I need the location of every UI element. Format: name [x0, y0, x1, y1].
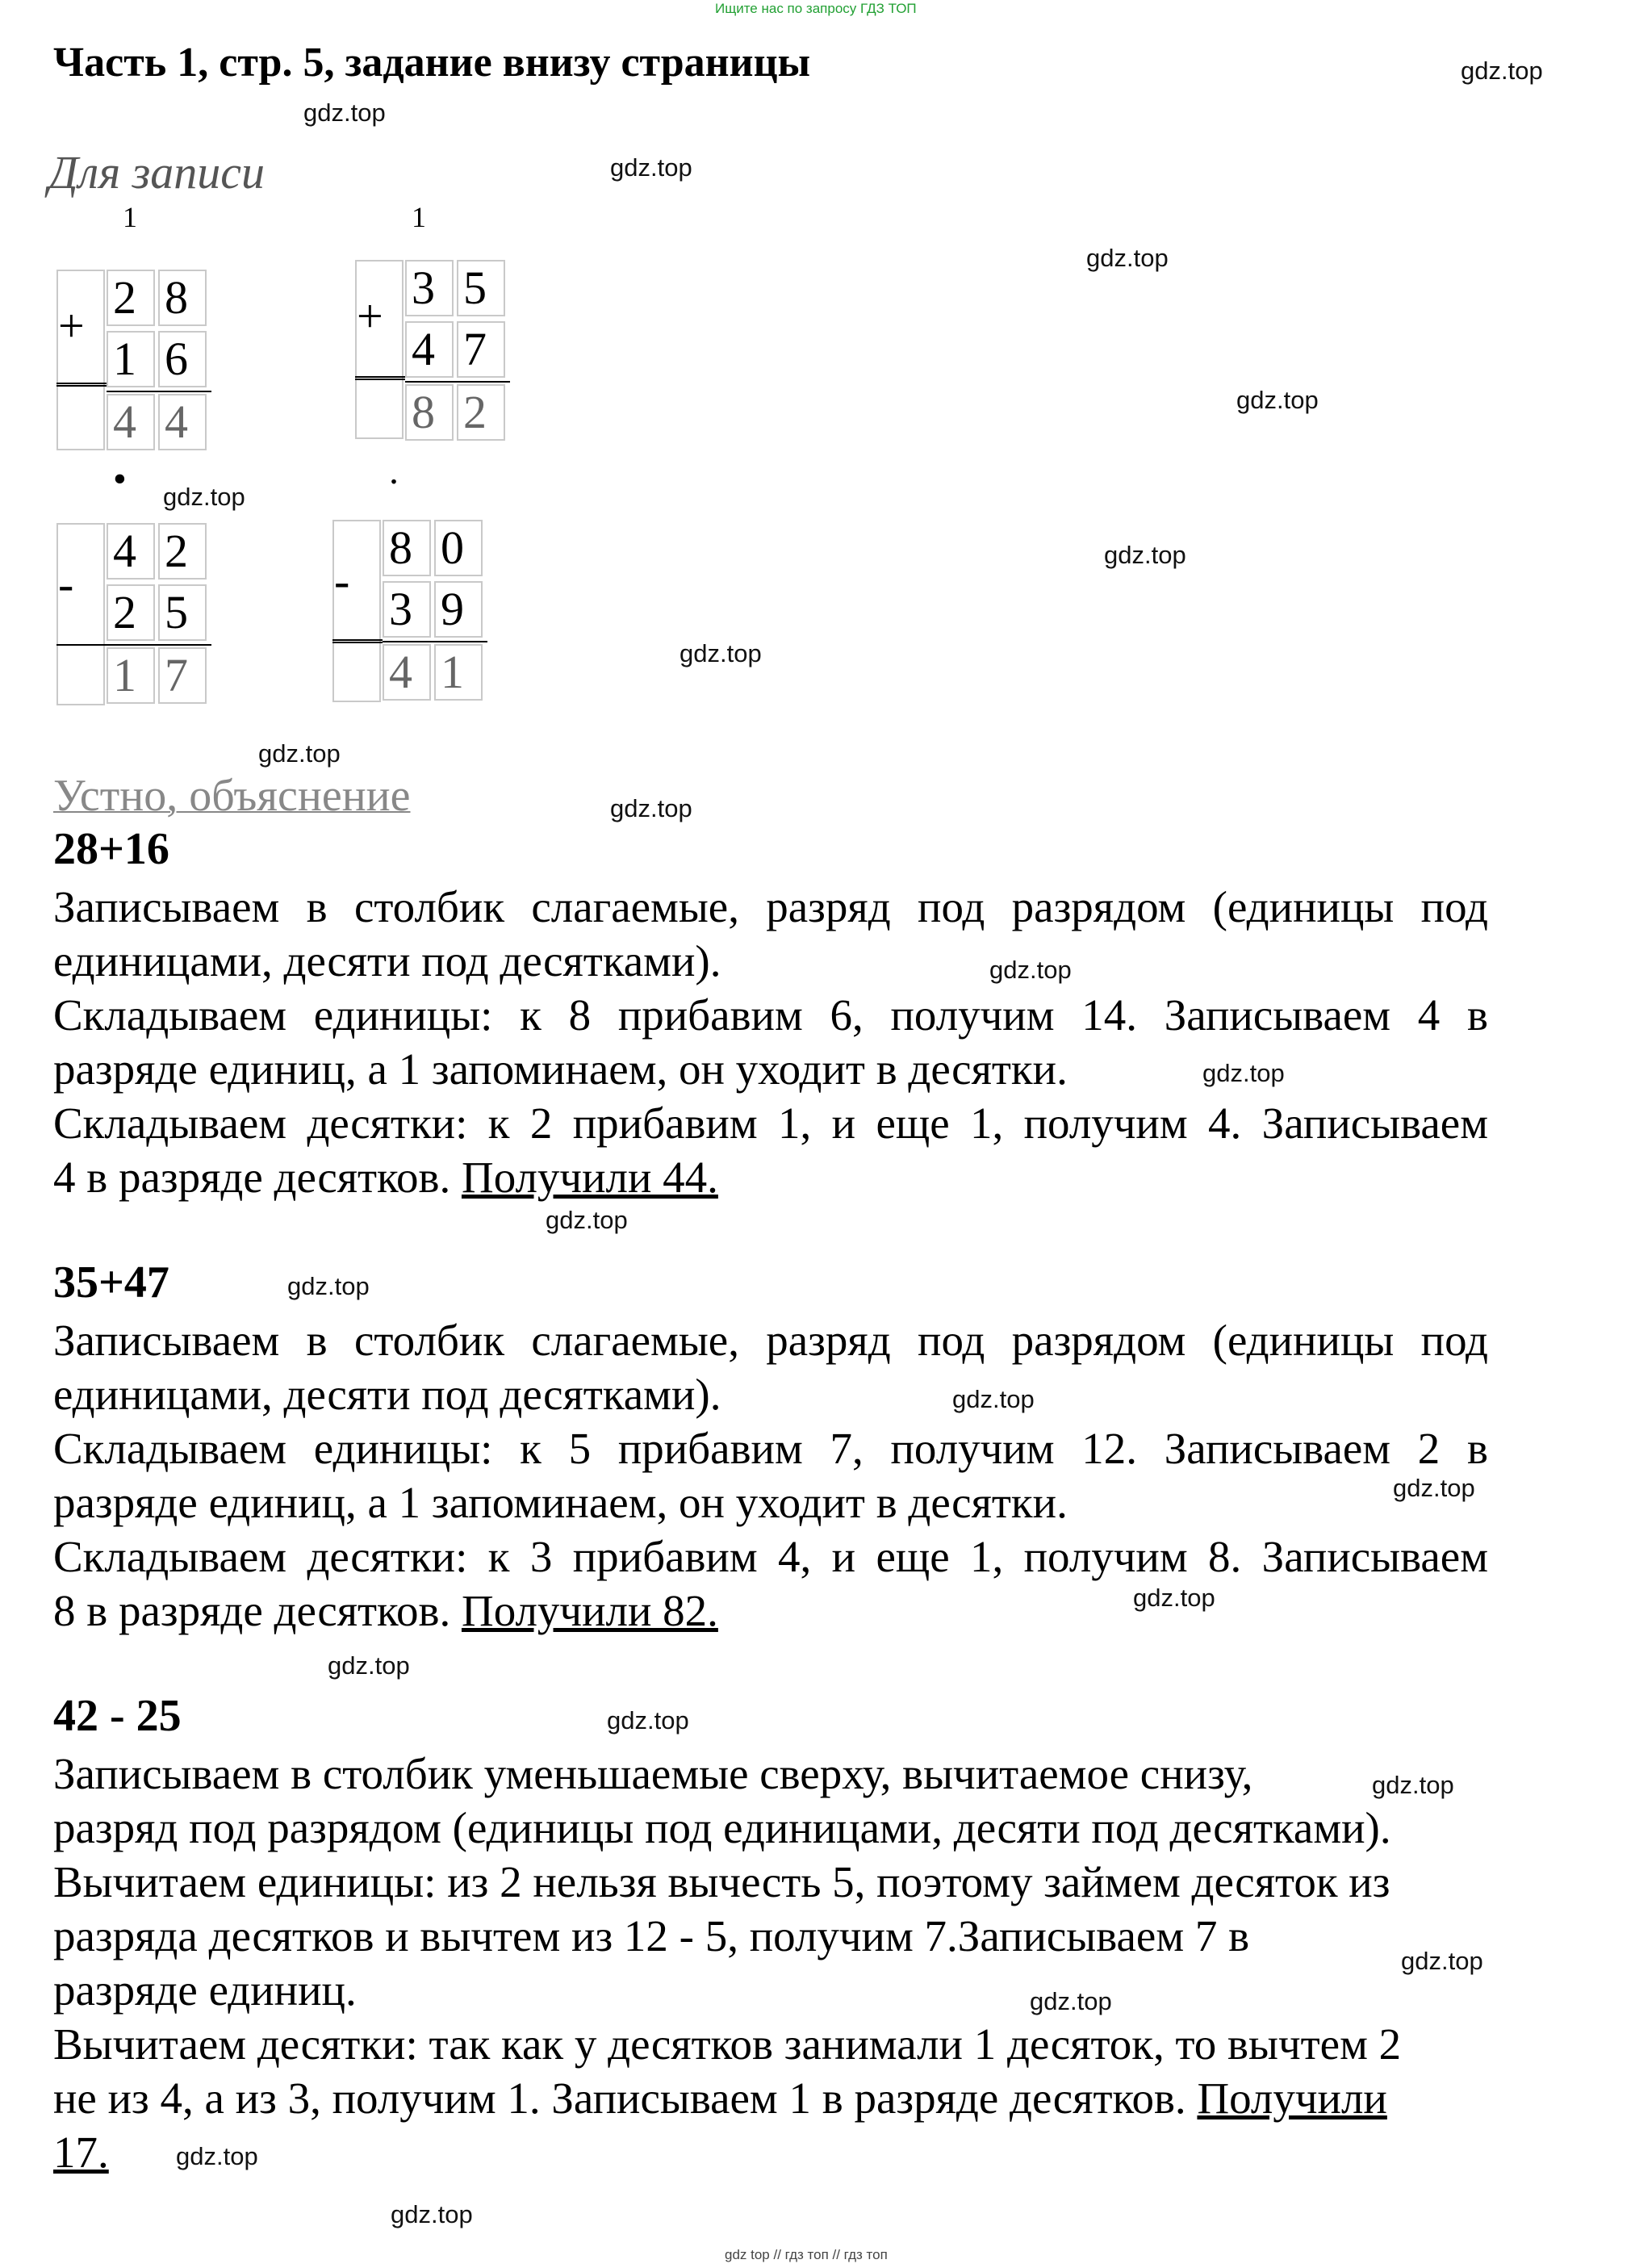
watermark: gdz.top	[258, 739, 341, 768]
watermark: gdz.top	[680, 639, 762, 667]
result-statement: Получили 44.	[461, 1153, 718, 1202]
text-line: разряде единиц, а 1 запоминаем, он уходит в десятки.	[53, 1478, 1068, 1527]
page-title: Часть 1, стр. 5, задание внизу страницы	[53, 40, 811, 86]
example-heading: 28+16	[53, 824, 169, 874]
watermark: gdz.top	[1461, 56, 1543, 85]
result-rule	[107, 644, 211, 646]
text-line: разряде единиц.	[53, 1965, 357, 2015]
result-cell: 4	[107, 394, 155, 450]
watermark: gdz.top	[328, 1651, 410, 1680]
watermark: gdz.top	[1393, 1474, 1475, 1502]
watermark: gdz.top	[952, 1385, 1035, 1413]
result-rule	[107, 391, 211, 392]
watermark: gdz.top	[1133, 1584, 1215, 1612]
text-line	[53, 1584, 1488, 1638]
plus-sign: +	[357, 290, 383, 342]
result-cell: 4	[383, 644, 431, 701]
result-statement: Получили	[1197, 2073, 1387, 2123]
example-paragraph	[53, 880, 1488, 1204]
watermark: gdz.top	[546, 1206, 628, 1234]
watermark: gdz.top	[1236, 386, 1319, 414]
watermark: gdz.top	[1104, 541, 1186, 569]
text-line: Вычитаем единицы: из 2 нельзя вычесть 5, поэтому займем десяток из	[53, 1857, 1390, 1906]
minus-sign: -	[58, 558, 74, 610]
sign-rule	[56, 644, 107, 646]
result-cell: 1	[107, 647, 155, 704]
text-line: единицами, десяти под десятками).	[53, 1370, 721, 1419]
sign-box	[56, 270, 105, 450]
digit-cell: 7	[457, 321, 505, 378]
example-heading: 42 - 25	[53, 1691, 182, 1741]
sign-box	[56, 523, 105, 705]
text-line: Записываем в столбик слагаемые, разряд под разрядом (единицы под	[53, 882, 1488, 931]
result-rule	[383, 641, 487, 642]
digit-cell: 2	[107, 270, 155, 326]
oral-explanation-label: Устно, объяснение	[53, 771, 411, 821]
sign-double-rule	[332, 639, 383, 643]
digit-cell: 8	[158, 270, 207, 326]
example-heading: 35+47	[53, 1257, 169, 1308]
text-line: Записываем в столбик уменьшаемые сверху, вычитаемое снизу,	[53, 1749, 1253, 1798]
dot-mark: •	[113, 458, 127, 500]
watermark: gdz.top	[176, 2142, 258, 2170]
watermark: gdz.top	[163, 483, 245, 511]
digit-cell: 2	[107, 584, 155, 641]
text-line: Складываем десятки: к 3 прибавим 4, и еще 1, получим 8. Записываем	[53, 1532, 1488, 1581]
text-line	[53, 1150, 1488, 1204]
sign-box	[332, 520, 381, 702]
example-paragraph	[53, 1747, 1401, 2179]
digit-cell: 3	[383, 581, 431, 638]
result-cell: 7	[158, 647, 207, 704]
watermark: gdz.top	[391, 2200, 473, 2228]
watermark: gdz.top	[610, 794, 692, 822]
plus-sign: +	[58, 299, 85, 352]
watermark: gdz.top	[610, 153, 692, 182]
sign-double-rule	[355, 376, 405, 380]
result-statement-cont: 17.	[53, 2128, 109, 2177]
minus-sign: -	[334, 554, 350, 607]
digit-cell: 8	[383, 520, 431, 576]
digit-cell: 4	[107, 523, 155, 580]
text-line: Складываем десятки: к 2 прибавим 1, и еще 1, получим 4. Записываем	[53, 1098, 1488, 1148]
top-banner[interactable]: Ищите нас по запросу ГДЗ ТОП	[715, 1, 917, 16]
text-line: единицами, десяти под десятками).	[53, 936, 721, 985]
text-line: разряде единиц, а 1 запоминаем, он уходит в десятки.	[53, 1044, 1068, 1094]
text-line: Вычитаем десятки: так как у десятков занимали 1 десяток, то вычтем 2	[53, 2019, 1402, 2069]
result-cell: 8	[405, 384, 454, 441]
text-segment: 4 в разряде десятков.	[53, 1153, 451, 1202]
result-cell: 4	[158, 394, 207, 450]
watermark: gdz.top	[1372, 1771, 1454, 1799]
digit-cell: 2	[158, 523, 207, 580]
footer-links[interactable]: gdz top // гдз топ // гдз топ	[725, 2247, 888, 2262]
carry-digit: 1	[123, 201, 137, 233]
watermark: gdz.top	[287, 1272, 370, 1300]
text-segment: 8 в разряде десятков.	[53, 1586, 451, 1635]
text-line: разряд под разрядом (единицы под единицами, десяти под десятками).	[53, 1803, 1391, 1852]
watermark: gdz.top	[607, 1706, 689, 1734]
text-line: разряда десятков и вычтем из 12 - 5, получим 7.Записываем 7 в	[53, 1911, 1250, 1960]
result-statement: Получили 82.	[461, 1586, 718, 1635]
sign-double-rule	[56, 383, 107, 387]
dot-mark: .	[389, 450, 399, 492]
section-label-zapis: Для записи	[48, 146, 266, 199]
watermark: gdz.top	[1401, 1947, 1483, 1975]
example-paragraph	[53, 1313, 1488, 1638]
text-line: Записываем в столбик слагаемые, разряд под разрядом (единицы под	[53, 1316, 1488, 1365]
watermark: gdz.top	[303, 98, 386, 127]
text-line: Складываем единицы: к 5 прибавим 7, получим 12. Записываем 2 в	[53, 1424, 1488, 1473]
text-line: Складываем единицы: к 8 прибавим 6, получим 14. Записываем 4 в	[53, 990, 1488, 1040]
result-cell: 2	[457, 384, 505, 441]
digit-cell: 5	[457, 260, 505, 316]
watermark: gdz.top	[1202, 1059, 1285, 1087]
digit-cell: 4	[405, 321, 454, 378]
carry-digit: 1	[412, 201, 426, 233]
result-cell: 1	[434, 644, 483, 701]
sign-box	[355, 260, 404, 439]
digit-cell: 5	[158, 584, 207, 641]
digit-cell: 0	[434, 520, 483, 576]
watermark: gdz.top	[1086, 244, 1169, 272]
watermark: gdz.top	[989, 956, 1072, 984]
text-line	[53, 2071, 1401, 2125]
digit-cell: 3	[405, 260, 454, 316]
text-segment: не из 4, а из 3, получим 1. Записываем 1 в разряде десятков.	[53, 2073, 1186, 2123]
digit-cell: 9	[434, 581, 483, 638]
digit-cell: 1	[107, 331, 155, 387]
result-rule	[405, 381, 510, 383]
digit-cell: 6	[158, 331, 207, 387]
watermark: gdz.top	[1030, 1987, 1112, 2015]
